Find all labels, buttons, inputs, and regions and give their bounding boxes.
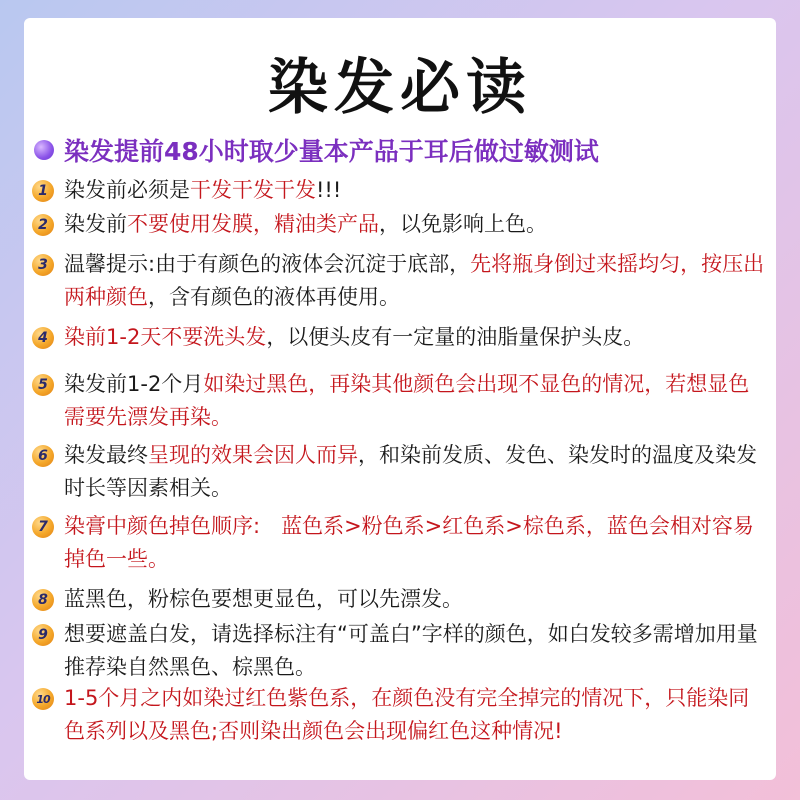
- text-segment: ，含有颜色的液体再使用。: [148, 285, 400, 309]
- allergy-notice: [34, 130, 764, 170]
- list-item: [32, 208, 770, 241]
- list-item: [32, 510, 770, 576]
- text-segment: ，以免影响上色。: [379, 212, 547, 236]
- text-segment: 染发前必须是: [64, 178, 190, 202]
- item-text: [64, 439, 770, 505]
- purple-bullet-icon: [34, 140, 54, 160]
- text-segment: 先将瓶身倒过来摇均匀，按压出两种颜色: [64, 252, 765, 309]
- text-segment: 染膏中颜色掉色顺序: 蓝色系>粉色系>红色系>棕色系，蓝色会相对容易掉色一些。: [64, 514, 754, 571]
- number-2-icon: 2: [32, 214, 54, 236]
- number-4-icon: 4: [32, 327, 54, 349]
- text-segment: !!!: [316, 178, 342, 202]
- text-segment: ，以便头皮有一定量的油脂量保护头皮。: [266, 325, 645, 349]
- list-item: [32, 618, 770, 684]
- text-segment: 1-5个月之内如染过红色紫色系，在颜色没有完全掉完的情况下，只能染同色系列以及黑色;否则染出颜色会出现偏红色这种情况!: [64, 686, 750, 743]
- list-item: [32, 321, 770, 354]
- item-text: [64, 174, 341, 207]
- text-segment: 温馨提示:由于有颜色的液体会沉淀于底部，: [64, 252, 471, 276]
- number-9-icon: 9: [32, 624, 54, 646]
- number-1-icon: 1: [32, 180, 54, 202]
- number-3-icon: 3: [32, 254, 54, 276]
- item-text: [64, 208, 547, 241]
- text-segment: 染前1-2天不要洗头发: [64, 325, 267, 349]
- text-segment: 染发最终: [64, 443, 148, 467]
- text-segment: 不要使用发膜，精油类产品: [127, 212, 379, 236]
- text-segment: 染发前1-2个月: [64, 372, 204, 396]
- notice-text: 染发提前48小时取少量本产品于耳后做过敏测试: [64, 137, 599, 166]
- item-text: [64, 321, 644, 354]
- text-segment: 如染过黑色，再染其他颜色会出现不显色的情况，若想显色需要先漂发再染。: [64, 372, 750, 429]
- list-item: [32, 248, 770, 314]
- list-item: [32, 682, 770, 748]
- item-text: [64, 510, 770, 576]
- number-8-icon: 8: [32, 589, 54, 611]
- text-segment: 蓝黑色，粉棕色要想更显色，可以先漂发。: [64, 587, 463, 611]
- list-item: [32, 368, 770, 434]
- item-text: [64, 368, 770, 434]
- list-item: [32, 174, 770, 207]
- number-6-icon: 6: [32, 445, 54, 467]
- item-text: [64, 682, 770, 748]
- text-segment: 想要遮盖白发，请选择标注有“可盖白”字样的颜色，如白发较多需增加用量推荐染自然黑色、棕黑色。: [64, 622, 758, 679]
- number-10-icon: 10: [32, 688, 54, 710]
- text-segment: 干发干发干发: [190, 178, 316, 202]
- list-item: [32, 439, 770, 505]
- page-title: 染发必读: [268, 53, 532, 123]
- number-7-icon: 7: [32, 516, 54, 538]
- item-text: [64, 583, 463, 616]
- text-segment: ，和染前发质、发色、染发时的温度及染发时长等因素相关。: [64, 443, 757, 500]
- item-text: [64, 618, 770, 684]
- text-segment: 呈现的效果会因人而异: [148, 443, 358, 467]
- number-5-icon: 5: [32, 374, 54, 396]
- content-card: [24, 18, 776, 780]
- list-item: [32, 583, 770, 616]
- text-segment: 染发前: [64, 212, 127, 236]
- item-text: [64, 248, 770, 314]
